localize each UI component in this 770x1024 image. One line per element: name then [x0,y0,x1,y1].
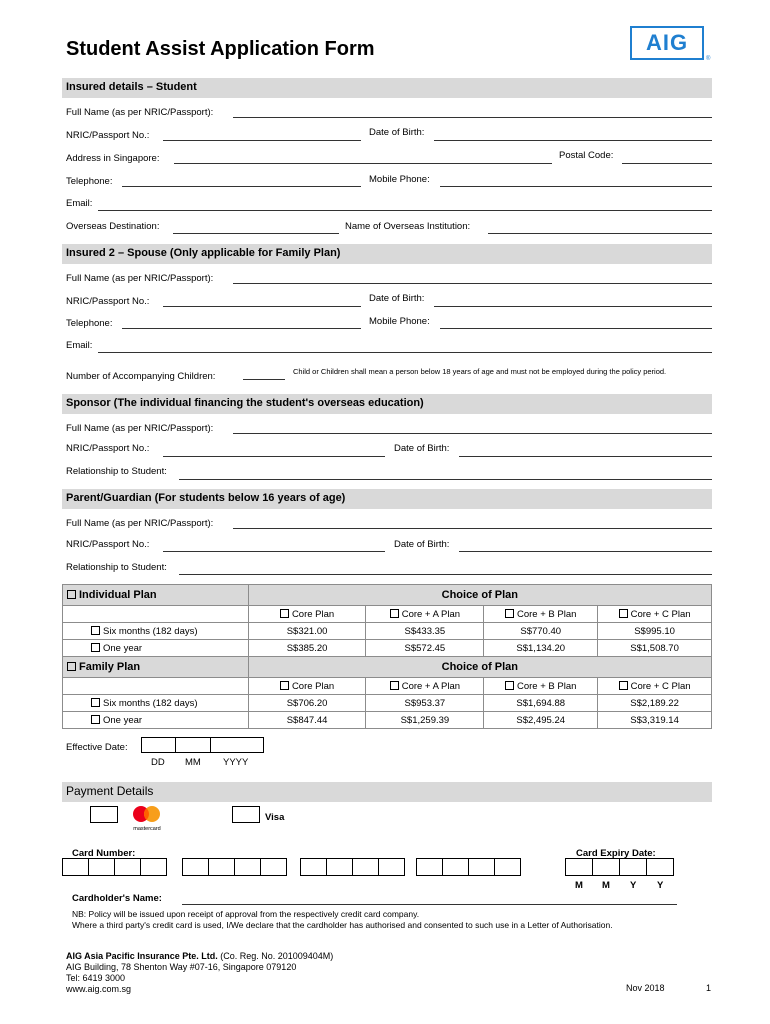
checkbox[interactable] [619,609,628,618]
blank-cell [63,606,249,623]
price-cell: S$433.35 [366,623,484,640]
plan-table [62,584,712,729]
individual-choice-header: Choice of Plan [248,585,711,606]
registered-mark: ® [706,56,711,62]
student-telephone-label: Telephone: [66,176,113,187]
student-nric-field[interactable] [163,140,361,141]
effective-year-box[interactable] [210,737,264,753]
price-cell: S$2,189.22 [598,695,712,712]
effective-month-box[interactable] [175,737,211,753]
footer-website[interactable]: www.aig.com.sg [66,984,132,994]
overseas-institution-field[interactable] [488,233,712,234]
sponsor-fullname-label: Full Name (as per NRIC/Passport): [66,423,214,434]
checkbox[interactable] [91,715,100,724]
company-reg: (Co. Reg. No. 201009404M) [217,951,334,961]
sponsor-fullname-field[interactable] [233,433,712,434]
student-dob-field[interactable] [434,140,712,141]
sponsor-relationship-field[interactable] [179,479,712,480]
mastercard-logo-text: mastercard [133,826,161,832]
core-b-plan-option[interactable]: Core + B Plan [484,678,598,695]
expiry-year-box[interactable] [646,858,674,876]
price-cell: S$847.44 [248,712,366,729]
family-six-months-option[interactable]: Six months (182 days) [63,695,249,712]
price-cell: S$995.10 [598,623,712,640]
mm-label: MM [185,757,201,768]
section-header-payment: Payment Details [62,782,712,802]
guardian-nric-label: NRIC/Passport No.: [66,539,150,550]
children-note: Child or Children shall mean a person below 18 years of age and must not be employed during the policy period. [293,367,667,376]
card-digit-box[interactable] [326,858,353,876]
price-cell: S$2,495.24 [484,712,598,729]
student-postal-label: Postal Code: [559,150,614,161]
price-cell: S$770.40 [484,623,598,640]
expiry-y-label: Y [630,880,637,891]
expiry-y-label: Y [657,880,664,891]
price-cell: S$572.45 [366,640,484,657]
card-digit-box[interactable] [300,858,327,876]
blank-cell [63,678,249,695]
guardian-relationship-label: Relationship to Student: [66,562,167,573]
yyyy-label: YYYY [223,757,249,768]
core-plan-option[interactable]: Core Plan [248,678,366,695]
core-c-plan-option[interactable]: Core + C Plan [598,678,712,695]
card-digit-box[interactable] [62,858,89,876]
overseas-destination-label: Overseas Destination: [66,221,160,232]
children-field[interactable] [243,379,285,380]
price-cell: S$1,134.20 [484,640,598,657]
checkbox[interactable] [505,609,514,618]
price-cell: S$321.00 [248,623,366,640]
mastercard-checkbox[interactable] [90,806,118,823]
sponsor-relationship-label: Relationship to Student: [66,466,167,477]
cardholder-name-field[interactable] [182,904,677,905]
family-one-year-option[interactable]: One year [63,712,249,729]
section-header-student: Insured details – Student [62,78,712,98]
page-number: 1 [706,983,712,993]
nb-note-1: NB: Policy will be issued upon receipt of approval from the respectively credit card company. [72,909,420,919]
company-name: AIG Asia Pacific Insurance Pte. Ltd. [66,951,218,961]
card-digit-box[interactable] [114,858,141,876]
card-digit-box[interactable] [442,858,469,876]
spouse-dob-field[interactable] [434,306,712,307]
section-header-sponsor: Sponsor (The individual financing the student's overseas education) [62,394,712,414]
sponsor-nric-label: NRIC/Passport No.: [66,443,150,454]
spouse-dob-label: Date of Birth: [369,293,425,304]
expiry-m-label: M [575,880,583,891]
student-address-field[interactable] [174,163,552,164]
price-cell: S$1,508.70 [598,640,712,657]
core-a-plan-option[interactable]: Core + A Plan [366,606,484,623]
spouse-mobile-label: Mobile Phone: [369,316,430,327]
spouse-mobile-field[interactable] [440,328,712,329]
section-header-guardian: Parent/Guardian (For students below 16 years of age) [62,489,712,509]
individual-six-months-option[interactable]: Six months (182 days) [63,623,249,640]
guardian-fullname-label: Full Name (as per NRIC/Passport): [66,518,214,529]
price-cell: S$385.20 [248,640,366,657]
checkbox[interactable] [91,643,100,652]
footer-tel: Tel: 6419 3000 [66,973,126,983]
spouse-email-label: Email: [66,340,93,351]
expiry-m-label: M [602,880,610,891]
expiry-month-box[interactable] [592,858,620,876]
sponsor-dob-label: Date of Birth: [394,443,450,454]
sponsor-dob-field[interactable] [459,456,712,457]
checkbox[interactable] [390,609,399,618]
visa-checkbox[interactable] [232,806,260,823]
page-title: Student Assist Application Form [66,38,375,60]
checkbox[interactable] [619,681,628,690]
student-nric-label: NRIC/Passport No.: [66,130,150,141]
family-plan-option[interactable]: Family Plan [63,657,249,678]
student-fullname-field[interactable] [233,117,712,118]
individual-plan-checkbox[interactable] [67,590,76,599]
checkbox[interactable] [91,698,100,707]
guardian-dob-field[interactable] [459,551,712,552]
dd-label: DD [151,757,165,768]
core-plan-option[interactable]: Core Plan [248,606,366,623]
spouse-nric-label: NRIC/Passport No.: [66,296,150,307]
cardholder-name-label: Cardholder's Name: [72,893,162,904]
individual-one-year-option[interactable]: One year [63,640,249,657]
core-c-plan-option[interactable]: Core + C Plan [598,606,712,623]
individual-plan-option[interactable]: Individual Plan [63,585,249,606]
student-email-label: Email: [66,198,93,209]
student-email-field[interactable] [98,210,712,211]
student-mobile-field[interactable] [440,186,712,187]
overseas-institution-label: Name of Overseas Institution: [345,221,471,232]
effective-date-label: Effective Date: [66,742,128,753]
checkbox[interactable] [280,681,289,690]
aig-logo: AIG [630,26,704,60]
student-dob-label: Date of Birth: [369,127,425,138]
guardian-relationship-field[interactable] [179,574,712,575]
card-digit-box[interactable] [352,858,379,876]
core-b-plan-option[interactable]: Core + B Plan [484,606,598,623]
card-number-label: Card Number: [72,848,136,859]
card-digit-box[interactable] [468,858,495,876]
effective-day-box[interactable] [141,737,176,753]
card-digit-box[interactable] [494,858,521,876]
price-cell: S$953.37 [366,695,484,712]
footer-company [66,951,333,962]
checkbox[interactable] [505,681,514,690]
price-cell: S$706.20 [248,695,366,712]
price-cell: S$1,694.88 [484,695,598,712]
footer-address: AIG Building, 78 Shenton Way #07-16, Singapore 079120 [66,962,297,972]
card-expiry-label: Card Expiry Date: [576,848,656,859]
card-digit-box[interactable] [260,858,287,876]
price-cell: S$3,319.14 [598,712,712,729]
overseas-destination-field[interactable] [173,233,339,234]
guardian-nric-field[interactable] [163,551,385,552]
spouse-fullname-field[interactable] [233,283,712,284]
section-header-spouse: Insured 2 – Spouse (Only applicable for Family Plan) [62,244,712,264]
guardian-fullname-field[interactable] [233,528,712,529]
expiry-year-box[interactable] [619,858,647,876]
student-fullname-label: Full Name (as per NRIC/Passport): [66,107,214,118]
spouse-fullname-label: Full Name (as per NRIC/Passport): [66,273,214,284]
checkbox[interactable] [91,626,100,635]
children-label: Number of Accompanying Children: [66,371,216,382]
card-digit-box[interactable] [378,858,405,876]
student-postal-field[interactable] [622,163,712,164]
spouse-telephone-label: Telephone: [66,318,113,329]
core-a-plan-option[interactable]: Core + A Plan [366,678,484,695]
card-digit-box[interactable] [182,858,209,876]
spouse-telephone-field[interactable] [122,328,361,329]
footer-date: Nov 2018 [626,983,665,993]
nb-note-2: Where a third party's credit card is used, I/We declare that the cardholder has authorised and consented to such use in a Letter of Authorisation. [72,920,613,930]
card-digit-box[interactable] [140,858,167,876]
student-address-label: Address in Singapore: [66,153,160,164]
card-digit-box[interactable] [88,858,115,876]
mastercard-logo [127,805,167,827]
visa-label: Visa [265,812,285,823]
sponsor-nric-field[interactable] [163,456,385,457]
expiry-month-box[interactable] [565,858,593,876]
student-mobile-label: Mobile Phone: [369,174,430,185]
price-cell: S$1,259.39 [366,712,484,729]
family-choice-header: Choice of Plan [248,657,711,678]
family-plan-checkbox[interactable] [67,662,76,671]
card-digit-box[interactable] [234,858,261,876]
card-digit-box[interactable] [416,858,443,876]
checkbox[interactable] [280,609,289,618]
card-digit-box[interactable] [208,858,235,876]
spouse-email-field[interactable] [98,352,712,353]
guardian-dob-label: Date of Birth: [394,539,450,550]
checkbox[interactable] [390,681,399,690]
student-telephone-field[interactable] [122,186,361,187]
spouse-nric-field[interactable] [163,306,361,307]
